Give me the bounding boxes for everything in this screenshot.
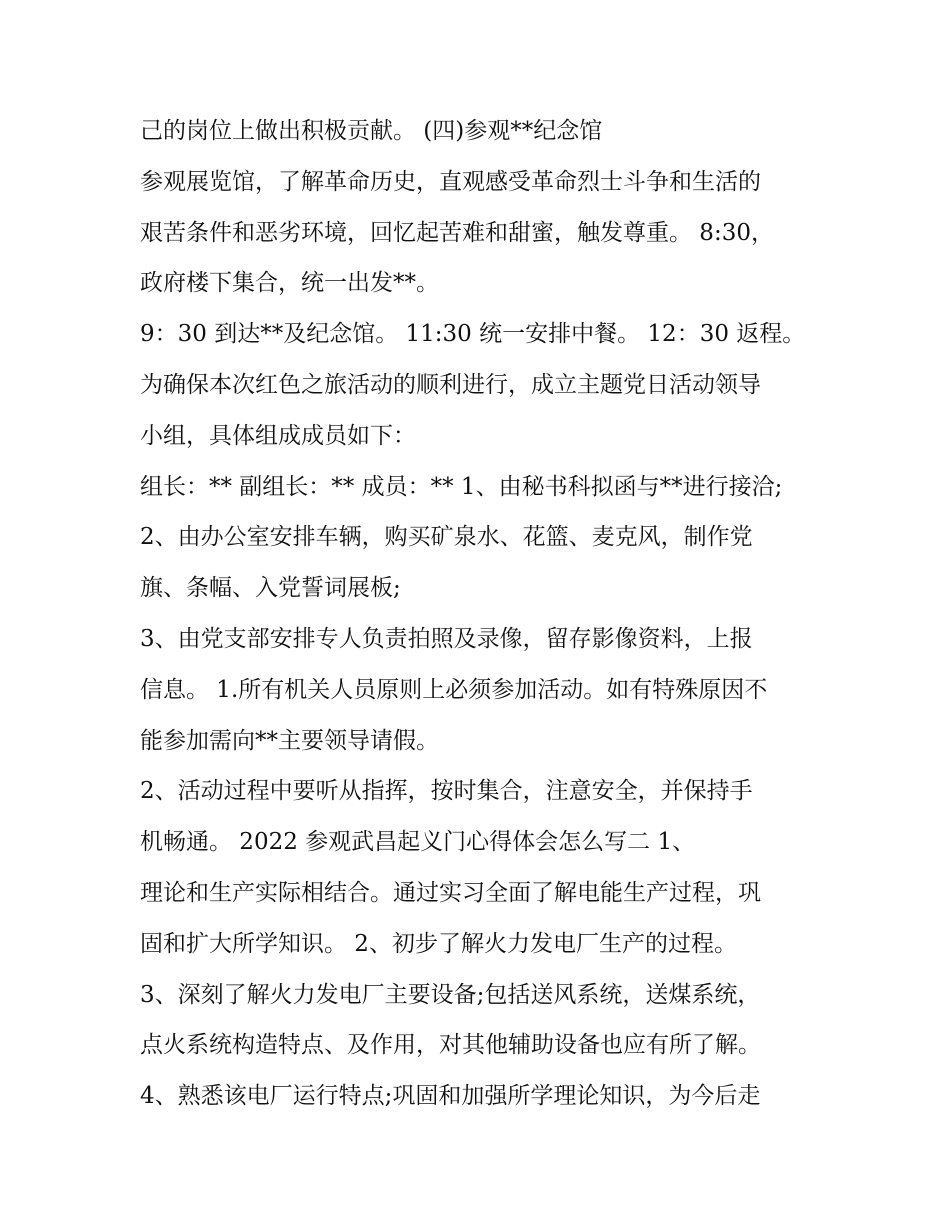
text-line: 信息。 1.所有机关人员原则上必须参加活动。如有特殊原因不 [140,676,768,703]
text-line: 2、活动过程中要听从指挥，按时集合，注意安全，并保持手 [140,778,753,805]
text-line: 点火系统构造特点、及作用，对其他辅助设备也应有所了解。 [140,1032,761,1059]
text-line: 己的岗位上做出积极贡献。 (四)参观**纪念馆 [140,118,603,144]
text-line: 固和扩大所学知识。 2、初步了解火力发电厂生产的过程。 [140,930,737,957]
text-line: 艰苦条件和恶劣环境，回忆起苦难和甜蜜，触发尊重。 8:30， [140,219,774,246]
text-line: 参观展览馆，了解革命历史，直观感受革命烈士斗争和生活的 [140,168,761,195]
text-line: 4、熟悉该电厂运行特点;巩固和加强所学理论知识，为今后走 [140,1083,761,1110]
text-line: 机畅通。 2022 参观武昌起义门心得体会怎么写二 1、 [140,829,696,856]
text-line: 为确保本次红色之旅活动的顺利进行，成立主题党日活动领导 [140,371,761,398]
document-body [140,106,830,1122]
text-line: 理论和生产实际相结合。通过实习全面了解电能生产过程，巩 [140,879,761,906]
text-line: 旗、条幅、入党誓词展板; [140,575,401,602]
text-line: 3、由党支部安排专人负责拍照及录像，留存影像资料，上报 [140,625,753,652]
text-line: 3、深刻了解火力发电厂主要设备;包括送风系统，送煤系统， [140,981,761,1008]
text-line: 2、由办公室安排车辆，购买矿泉水、花篮、麦克风，制作党 [140,524,753,551]
text-line: 9：30 到达**及纪念馆。 11:30 统一安排中餐。 12：30 返程。 [140,321,806,348]
text-line: 小组，具体组成成员如下： [140,422,416,449]
text-line: 政府楼下集合，统一出发**。 [140,270,439,297]
text-line: 组长：** 副组长：** 成员：** 1、由秘书科拟函与**进行接洽; [140,473,783,500]
text-line: 能参加需向**主要领导请假。 [140,727,439,754]
